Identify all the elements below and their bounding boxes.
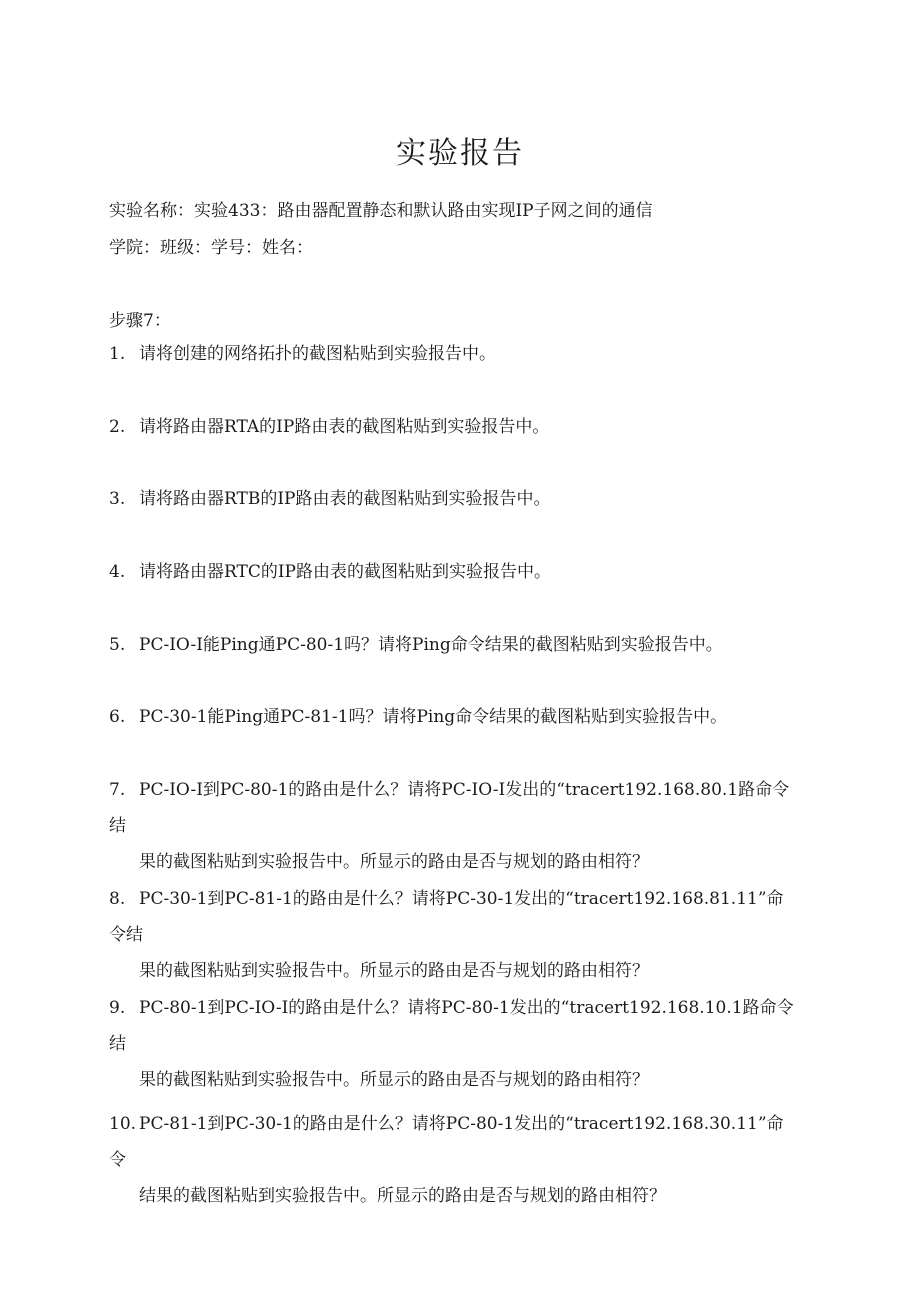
question-number: 3. bbox=[109, 489, 126, 509]
question-text-continued: 果的截图粘贴到实验报告中。所显示的路由是否与规划的路由相符？ bbox=[139, 1070, 649, 1090]
question-text-continued: 果的截图粘贴到实验报告中。所显示的路由是否与规划的路由相符？ bbox=[139, 852, 649, 872]
student-info: 学院：班级：学号：姓名： bbox=[109, 238, 313, 258]
page-title: 实验报告 bbox=[396, 136, 524, 171]
question-number: 10. bbox=[109, 1114, 137, 1134]
experiment-name: 实验名称：实验433：路由器配置静态和默认路由实现IP子网之间的通信 bbox=[109, 201, 653, 221]
question-6 bbox=[109, 699, 799, 735]
question-text: 请将路由器RTB的IP路由表的截图粘贴到实验报告中。 bbox=[139, 489, 551, 509]
question-number: 1. bbox=[109, 344, 126, 364]
question-number: 6. bbox=[109, 707, 126, 727]
question-number: 2. bbox=[109, 417, 126, 437]
question-text: PC-80-1到PC-IO-I的路由是什么？请将PC-80-1发出的“tracert192.168.10.1路命令结 bbox=[109, 998, 794, 1054]
question-text: PC-30-1能Ping通PC-81-1吗？请将Ping命令结果的截图粘贴到实验报告中。 bbox=[139, 707, 728, 727]
question-text: 请将路由器RTC的IP路由表的截图粘贴到实验报告中。 bbox=[139, 562, 551, 582]
step-heading: 步骤7： bbox=[109, 311, 171, 331]
question-number: 4. bbox=[109, 562, 126, 582]
question-text: PC-IO-I到PC-80-1的路由是什么？请将PC-IO-I发出的“tracert192.168.80.1路命令结 bbox=[109, 780, 790, 836]
question-7 bbox=[109, 772, 799, 880]
question-text-continued: 结果的截图粘贴到实验报告中。所显示的路由是否与规划的路由相符？ bbox=[139, 1186, 666, 1206]
question-text: 请将创建的网络拓扑的截图粘贴到实验报告中。 bbox=[139, 344, 496, 364]
question-text: PC-IO-I能Ping通PC-80-1吗？请将Ping命令结果的截图粘贴到实验报告中。 bbox=[139, 635, 723, 655]
question-5 bbox=[109, 627, 799, 663]
question-number: 5. bbox=[109, 635, 126, 655]
question-text-continued: 果的截图粘贴到实验报告中。所显示的路由是否与规划的路由相符？ bbox=[139, 961, 649, 981]
question-text: PC-81-1到PC-30-1的路由是什么？请将PC-80-1发出的“tracert192.168.30.11”命令 bbox=[109, 1114, 784, 1170]
question-1 bbox=[109, 336, 799, 372]
question-number: 8. bbox=[109, 889, 126, 909]
question-number: 7. bbox=[109, 780, 126, 800]
question-8 bbox=[109, 881, 799, 989]
question-9 bbox=[109, 990, 799, 1098]
question-3 bbox=[109, 481, 799, 517]
question-number: 9. bbox=[109, 998, 126, 1018]
question-text: PC-30-1到PC-81-1的路由是什么？请将PC-30-1发出的“tracert192.168.81.11”命令结 bbox=[109, 889, 784, 945]
question-text: 请将路由器RTA的IP路由表的截图粘贴到实验报告中。 bbox=[139, 417, 550, 437]
question-10 bbox=[109, 1106, 799, 1214]
question-2 bbox=[109, 409, 799, 445]
question-4 bbox=[109, 554, 799, 590]
